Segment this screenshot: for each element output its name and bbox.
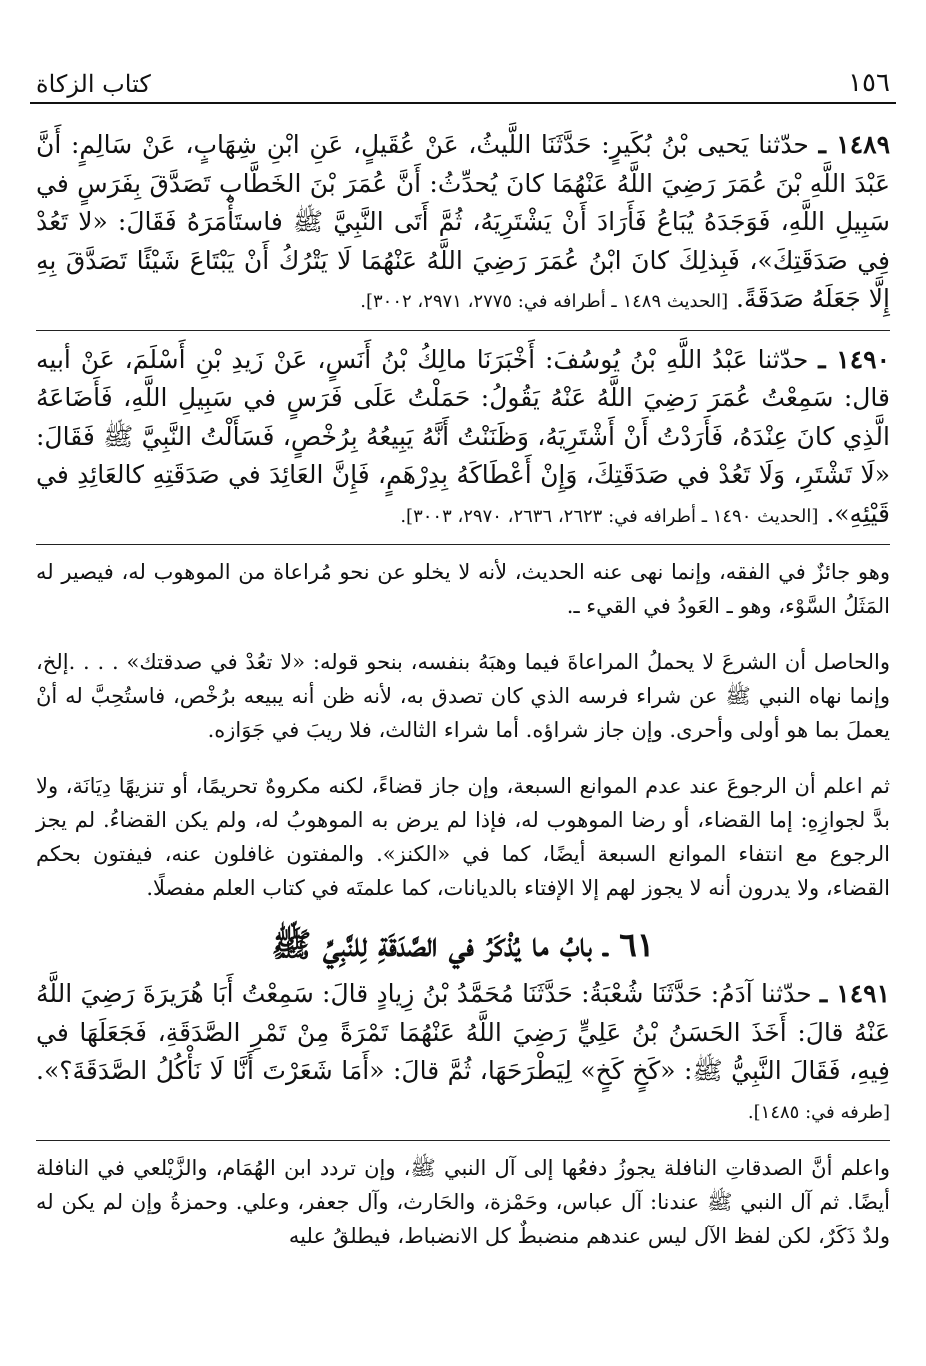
hadith-reference: [الحديث ١٤٩٠ ـ أطرافه في: ٢٦٢٣، ٢٦٣٦، ٢٩٧٠، ٣٠٠٣].	[400, 505, 819, 527]
commentary-paragraph: واعلم أنَّ الصدقاتِ النافلة يجوزُ دفعُها إلى آل النبي ﷺ، وإن تردد ابن الهُمَام، والزَّيْلعي في النافلة أيضًا. ثم آل النبي ﷺ عندنا: آل عباس، وحَمْزة، والحَارث، وآل جعفر، وعلي. وحمزةُ وإن لم يكن له ولدٌ ذَكَرٌ، لكن لفظ الآل ليس عندهم منضبطٌ كل الانضباط، فيطلقُ عليه	[36, 1156, 890, 1248]
hadith-1491	[30, 975, 896, 1132]
hadith-reference: [الحديث ١٤٨٩ ـ أطرافه في: ٢٧٧٥، ٢٩٧١، ٣٠٠٢].	[360, 291, 729, 312]
commentary-separator	[36, 1140, 890, 1141]
chapter-heading: ٦١ ـ بابُ ما يُذْكَرُ في الصَّدَقَةِ لِلنَّبِيِّ ﷺ	[271, 925, 655, 964]
hadith-text: حدّثنا آدَمُ: حَدَّثَنَا شُعْبَةُ: حَدَّثَنَا مُحَمَّدُ بْنُ زِيادٍ قالَ: سَمِعْتُ أَبَا هُرَيرَةَ رَضِيَ اللَّهُ عَنْهُ قالَ: أَخَذَ الحَسَنُ بْنُ عَلِيٍّ رَضِيَ اللَّهُ عَنْهُمَا تَمْرَةً مِنْ تَمْرِ الصَّدَقَةِ، فَجَعَلَهَا في فِيهِ، فَقَالَ النَّبِيُّ ﷺ: «كَخٍ كَخٍ» لِيَطْرَحَهَا، ثُمَّ قالَ: «أَمَا شَعَرْتَ أَنَّا لَا نَأْكُلُ الصَّدَقَةَ؟».	[36, 979, 890, 1085]
commentary-paragraph: والحاصل أن الشرعَ لا يحملُ المراعاةَ فيما وهبَهُ بنفسه، بنحو قوله: «لا تعُدْ في صدقتك» . . . .إلخ، وإنما نهاه النبي ﷺ عن شراء فرسه الذي كان تصدق به، لأنه ظن أنه يبيعه برُخْص، فاستُحِبَّ له أنْ يعملَ بما هو أولى وأحرى. وإن جاز شراؤه. أما شراء الثالث، فلا ريبَ في جَوَازه.	[36, 650, 890, 742]
page-header	[30, 40, 896, 104]
hadith-text: حدّثنا عَبْدُ اللَّهِ بْنُ يُوسُفَ: أَخْبَرَنَا مالِكُ بْنُ أَنَسٍ، عَنْ زَيدِ بْنِ أَسْلَمَ، عَنْ أبيه قال: سَمِعْتُ عُمَرَ رَضِيَ اللَّهُ عَنْهُ يَقُولُ: حَمَلْتُ عَلَى فَرَسٍ في سَبِيلِ اللَّهِ، فَأَضَاعَهُ الَّذِي كانَ عِنْدَهُ، فَأَرَدْتُ أَنْ أَشْتَرِيَهُ، وَظَنَنْتُ أَنَّهُ يَبِيعُهُ بِرُخْصٍ، فَسَأَلْتُ النَّبِيَّ ﷺ فَقَالَ: «لَا تَشْتَرِ، وَلَا تَعُدْ في صَدَقَتِكَ، وَإِنْ أَعْطَاكَهُ بِدِرْهَمٍ، فَإِنَّ العَائِدَ في صَدَقَتِهِ كالعَائِدِ في قَيْئِهِ».	[36, 344, 890, 528]
hadith-1490	[30, 341, 896, 537]
hadith-number: ١٤٩٠ ـ	[818, 344, 890, 374]
commentary-paragraph: ثم اعلم أن الرجوعَ عند عدم الموانع السبعة، وإن جاز قضاءً، لكنه مكروهٌ تحريمًا، أو تنزيهًا دِيَانَة، ولا بدَّ لجوازِهِ: إما القضاء، أو رضا الموهوب له، فإذا لم يرض به الموهوبُ له، ولم يكن القضاءُ. لم يجز الرجوع مع انتفاء الموانع السبعة أيضًا، كما في «الكنز». والمفتون غافلون عنه، فيفتون بحكم القضاء، ولا يدرون أنه لا يجوز لهم إلا الإفتاء بالديانات، كما علمتَه في كتاب العلم مفصلًا.	[36, 774, 891, 900]
hadith-number: ١٤٨٩ ـ	[818, 130, 891, 159]
book-page	[30, 40, 896, 1366]
commentary-separator	[36, 544, 890, 545]
hadith-1489	[30, 126, 896, 322]
commentary-paragraph: وهو جائزٌ في الفقه، وإنما نهى عنه الحديث، لأنه لا يخلو عن نحو مُراعاة من الموهوب له، فيصير له المَثَلُ السَّوْء، وهو ـ العَودُ في القيء ـ.	[36, 560, 890, 618]
hadith-separator	[36, 330, 890, 331]
hadith-number: ١٤٩١ ـ	[819, 979, 890, 1008]
running-title: كتاب الزكاة	[36, 70, 151, 98]
hadith-reference: [طرفه في: ١٤٨٥].	[747, 1101, 890, 1123]
hadith-text: حدّثنا يَحيى بْنُ بُكَيرٍ: حَدَّثَنَا اللَّيثُ، عَنْ عُقَيلٍ، عَنِ ابْنِ شِهَابٍ، عَنْ سَالِمٍ: أَنَّ عَبْدَ اللَّهِ بْنَ عُمَرَ رَضِيَ اللَّهُ عَنْهُمَا كانَ يُحدِّثُ: أَنَّ عُمَرَ بْنَ الخَطَّابِ تَصَدَّقَ بِفَرَسٍ في سَبِيلِ اللَّهِ، فَوَجَدَهُ يُبَاعُ فَأَرَادَ أَنْ يَشْتَرِيَهُ، ثُمَّ أَتَى النَّبِيَّ ﷺ فاستَأْمَرَهُ فَقَالَ: «لا تَعُدْ فِي صَدَقَتِكَ»، فَبِذلِكَ كانَ ابْنُ عُمَرَ رَضِيَ اللَّهُ عَنْهُمَا لَا يَتْرُكُ أَنْ يَبْتَاعَ شَيْئًا تَصَدَّقَ بِهِ إِلَّا جَعَلَهُ صَدَقَةً.	[36, 130, 890, 313]
page-number: ١٥٦	[848, 68, 890, 98]
